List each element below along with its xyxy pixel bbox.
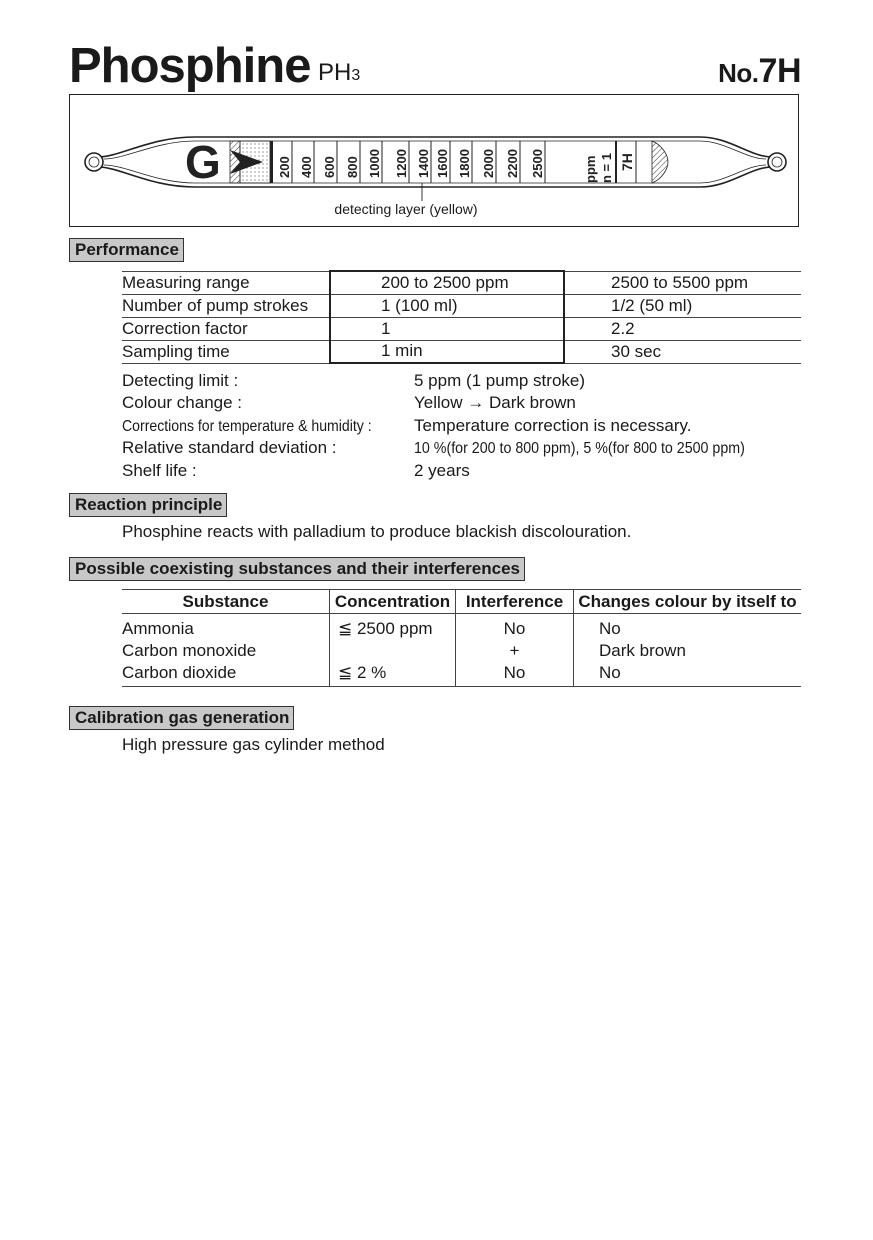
performance-row xyxy=(122,271,801,294)
scale-label: 1400 xyxy=(416,149,431,178)
formula-subscript: 3 xyxy=(351,67,361,84)
performance-row-value: 1 (100 ml) xyxy=(330,294,564,317)
performance-row-label: Number of pump strokes xyxy=(122,294,330,317)
spec-key xyxy=(122,415,406,438)
coexisting-cell-interference: No xyxy=(456,662,574,687)
performance-row-label: Sampling time xyxy=(122,340,330,363)
scale-label: 1200 xyxy=(394,149,409,178)
tube-number xyxy=(718,50,801,94)
coexisting-column-header: Changes colour by itself to xyxy=(574,590,802,614)
coexisting-column-header: Substance xyxy=(122,590,330,614)
scale-label: 600 xyxy=(322,156,337,178)
coexisting-cell-substance: Carbon monoxide xyxy=(122,641,257,660)
tube-caption-text: detecting layer (yellow) xyxy=(334,201,478,217)
scale-label: 2200 xyxy=(505,149,520,178)
scale-label: 1800 xyxy=(457,149,472,178)
logo-glyph: G xyxy=(185,136,221,188)
scale-label: 400 xyxy=(299,156,314,178)
coexisting-cell-interference: No xyxy=(456,614,574,641)
formula-main: PH xyxy=(318,59,352,86)
scale-label: 1000 xyxy=(367,149,382,178)
coexisting-table xyxy=(122,589,801,687)
number-value: 7H xyxy=(758,52,801,90)
coexisting-column-header: Concentration xyxy=(330,590,456,614)
coexisting-cell-concentration: ≦ 2 % xyxy=(330,662,456,687)
spec-key: Relative standard deviation : xyxy=(122,438,337,458)
tube-unit-label: ppm xyxy=(583,155,598,183)
page-title: Phosphine xyxy=(69,39,311,93)
number-prefix: No. xyxy=(718,58,759,88)
spec-key: Detecting limit : xyxy=(122,371,239,390)
coexisting-cell-interference: + xyxy=(456,640,574,662)
coexisting-cell-colour: No xyxy=(574,614,802,641)
performance-row-value: 2.2 xyxy=(564,317,801,340)
performance-row-value: 1 min xyxy=(330,340,564,363)
coexisting-cell-substance: Ammonia xyxy=(122,619,194,638)
tube-code-label: 7H xyxy=(619,153,635,171)
performance-row-value: 200 to 2500 ppm xyxy=(330,271,564,294)
coexisting-row xyxy=(122,662,801,687)
performance-row-value: 1 xyxy=(330,317,564,340)
scale-label: 1600 xyxy=(435,149,450,178)
calibration-heading: Calibration gas generation xyxy=(69,706,294,730)
coexisting-cell-concentration xyxy=(330,640,456,662)
performance-row xyxy=(122,317,801,340)
performance-row-value: 30 sec xyxy=(564,340,801,363)
reaction-text: Phosphine reacts with palladium to produce blackish discolouration. xyxy=(122,522,632,541)
tube-illustration xyxy=(69,94,799,227)
spec-value: 5 ppm (1 pump stroke) xyxy=(414,371,586,390)
coexisting-heading: Possible coexisting substances and their interferences xyxy=(69,557,525,581)
performance-row-value: 2500 to 5500 ppm xyxy=(564,271,801,294)
spec-value: 2 years xyxy=(414,460,470,480)
chemical-formula xyxy=(318,58,360,91)
reaction-heading: Reaction principle xyxy=(69,493,227,517)
spec-value-text: 10 %(for 200 to 800 ppm), 5 %(for 800 to 2500 ppm) xyxy=(414,440,745,458)
scale-label: 2000 xyxy=(481,149,496,178)
scale-label: 200 xyxy=(277,156,292,178)
performance-heading: Performance xyxy=(69,238,184,262)
performance-row xyxy=(122,294,801,317)
performance-row-value: 1/2 (50 ml) xyxy=(564,294,801,317)
coexisting-row xyxy=(122,640,801,662)
spec-key: Colour change : xyxy=(122,393,243,413)
calibration-text: High pressure gas cylinder method xyxy=(122,735,385,754)
coexisting-cell-colour: No xyxy=(574,662,802,687)
performance-row-label: Correction factor xyxy=(122,317,330,340)
tube-caption xyxy=(70,201,798,217)
coexisting-row xyxy=(122,614,801,641)
spec-value xyxy=(414,437,786,460)
scale-label: 2500 xyxy=(530,149,545,178)
spec-key-text: Corrections for temperature & humidity : xyxy=(122,417,372,435)
coexisting-column-header: Interference xyxy=(456,590,574,614)
coexisting-cell-colour: Dark brown xyxy=(574,640,802,662)
spec-value: Temperature correction is necessary. xyxy=(414,415,692,435)
spec-value: Yellow → Dark brown xyxy=(414,393,576,413)
coexisting-cell-concentration: ≦ 2500 ppm xyxy=(330,614,456,641)
spec-key: Shelf life : xyxy=(122,460,197,480)
performance-row xyxy=(122,340,801,363)
performance-row-label: Measuring range xyxy=(122,271,330,294)
coexisting-cell-substance: Carbon dioxide xyxy=(122,662,330,687)
scale-label: 800 xyxy=(345,156,360,178)
performance-table xyxy=(122,270,801,364)
tube-strokes-label: n = 1 xyxy=(599,153,614,183)
